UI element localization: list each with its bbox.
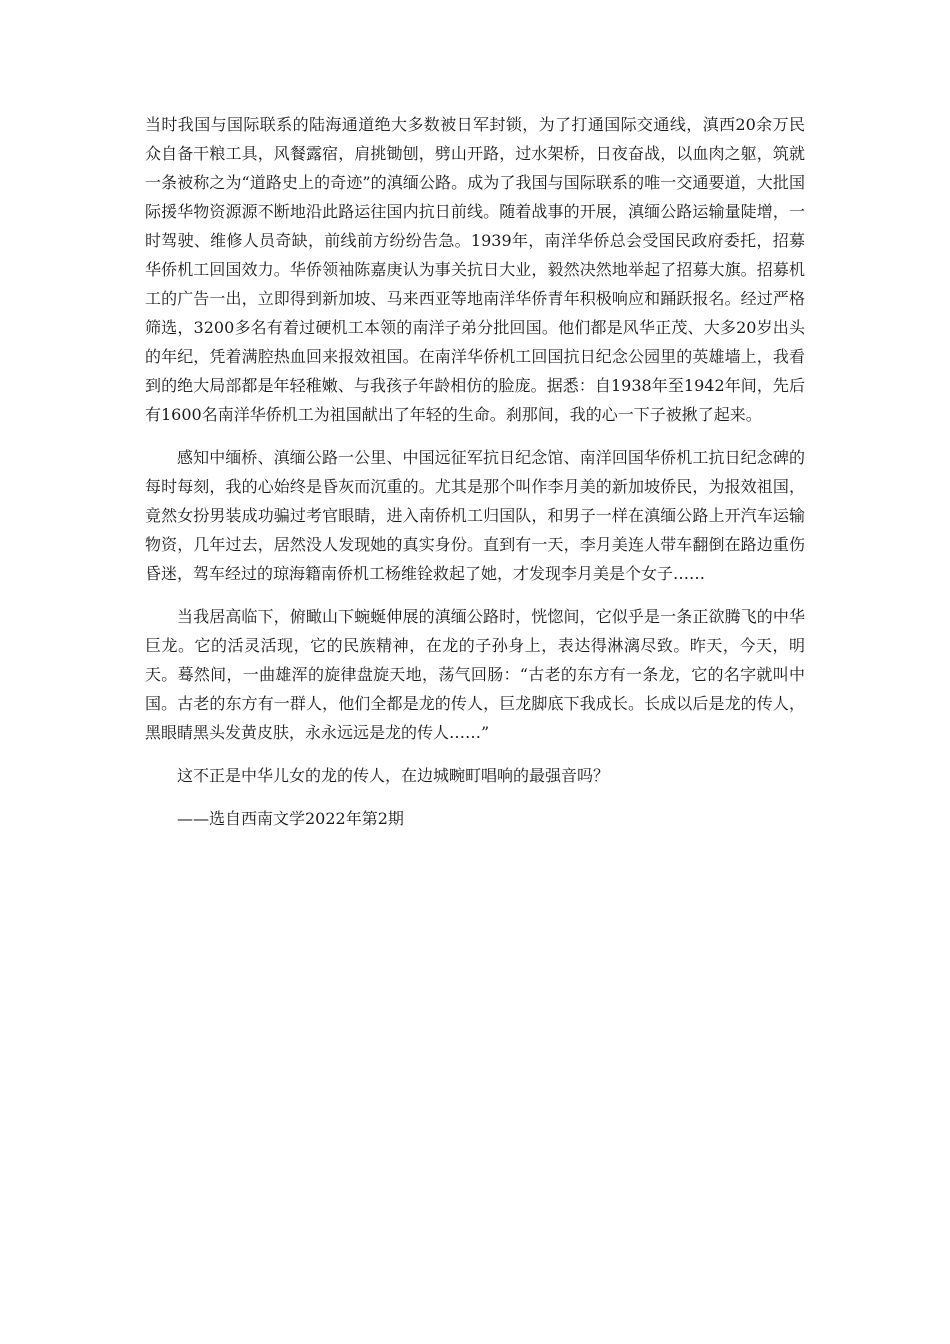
article-body (145, 110, 805, 833)
paragraph-2: 感知中缅桥、滇缅公路一公里、中国远征军抗日纪念馆、南洋回国华侨机工抗日纪念碑的每时每刻，我的心始终是昏灰而沉重的。尤其是那个叫作李月美的新加坡侨民，为报效祖国，竟然女扮男装成功骗过考官眼睛，进入南侨机工归国队，和男子一样在滇缅公路上开汽车运输物资，几年过去，居然没人发现她的真实身份。直到有一天，李月美连人带车翻倒在路边重伤昏迷，驾车经过的琼海籍南侨机工杨维铨救起了她，才发现李月美是个女子…… (145, 448, 805, 583)
paragraph-1: 当时我国与国际联系的陆海通道绝大多数被日军封锁，为了打通国际交通线，滇西20余万民众自备干粮工具，风餐露宿，肩挑锄刨，劈山开路，过水架桥，日夜奋战，以血肉之躯，筑就一条被称之为“道路史上的奇迹”的滇缅公路。成为了我国与国际联系的唯一交通要道，大批国际援华物资源源不断地沿此路运往国内抗日前线。随着战事的开展，滇缅公路运输量陡增，一时驾驶、维修人员奇缺，前线前方纷纷告急。1939年，南洋华侨总会受国民政府委托，招募华侨机工回国效力。华侨领袖陈嘉庚认为事关抗日大业，毅然决然地举起了招募大旗。招募机工的广告一出，立即得到新加坡、马来西亚等地南洋华侨青年积极响应和踊跃报名。经过严格筛选，3200多名有着过硬机工本领的南洋子弟分批回国。他们都是风华正茂、大多20岁出头的年纪，凭着满腔热血回来报效祖国。在南洋华侨机工回国抗日纪念公园里的英雄墙上，我看到的绝大局部都是年轻稚嫩、与我孩子年龄相仿的脸庞。据悉：自1938年至1942年间，先后有1600名南洋华侨机工为祖国献出了年轻的生命。刹那间，我的心一下子被揪了起来。 (145, 115, 805, 424)
paragraph-3: 当我居高临下，俯瞰山下蜿蜒伸展的滇缅公路时，恍惚间，它似乎是一条正欲腾飞的中华巨龙。它的活灵活现，它的民族精神，在龙的子孙身上，表达得淋漓尽致。昨天，今天，明天。蓦然间，一曲雄浑的旋律盘旋天地，荡气回肠：“古老的东方有一条龙，它的名字就叫中国。古老的东方有一群人，他们全都是龙的传人，巨龙脚底下我成长。长成以后是龙的传人，黑眼睛黑头发黄皮肤，永永远远是龙的传人……” (145, 607, 805, 742)
source-citation: ——选自西南文学2022年第2期 (177, 809, 404, 828)
paragraph-4: 这不正是中华儿女的龙的传人，在边城畹町唱响的最强音吗？ (177, 766, 610, 785)
